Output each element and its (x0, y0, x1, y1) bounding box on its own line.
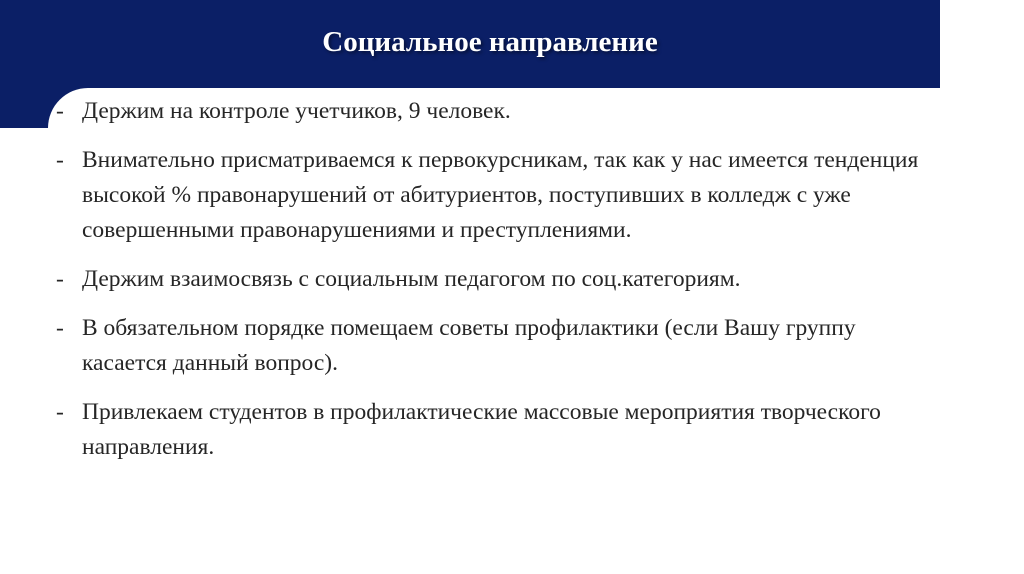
bullet-item (56, 94, 936, 129)
slide-title: Социальное направление (322, 26, 658, 58)
bullet-text: Внимательно присматриваемся к первокурсникам, так как у нас имеется тенденция высокой % правонарушений от абитуриентов, поступивших в колледж с уже совершенными правонарушениями и преступлениями. (82, 147, 919, 243)
bullet-dash: - (56, 399, 64, 425)
bullet-text: Держим взаимосвязь с социальным педагогом по соц.категориям. (82, 266, 741, 292)
bullet-dash: - (56, 315, 64, 341)
bullet-list (56, 94, 936, 479)
bullet-item (56, 262, 936, 297)
bullet-text: Привлекаем студентов в профилактические массовые мероприятия творческого направления. (82, 399, 881, 460)
bullet-text: Держим на контроле учетчиков, 9 человек. (82, 98, 511, 124)
bullet-dash: - (56, 147, 64, 173)
bullet-item (56, 395, 936, 465)
bullet-dash: - (56, 98, 64, 124)
bullet-item (56, 311, 936, 381)
bullet-dash: - (56, 266, 64, 292)
bullet-text: В обязательном порядке помещаем советы профилактики (если Вашу группу касается данный вопрос). (82, 315, 856, 376)
title-banner-corner (0, 88, 48, 128)
bullet-item (56, 143, 936, 248)
